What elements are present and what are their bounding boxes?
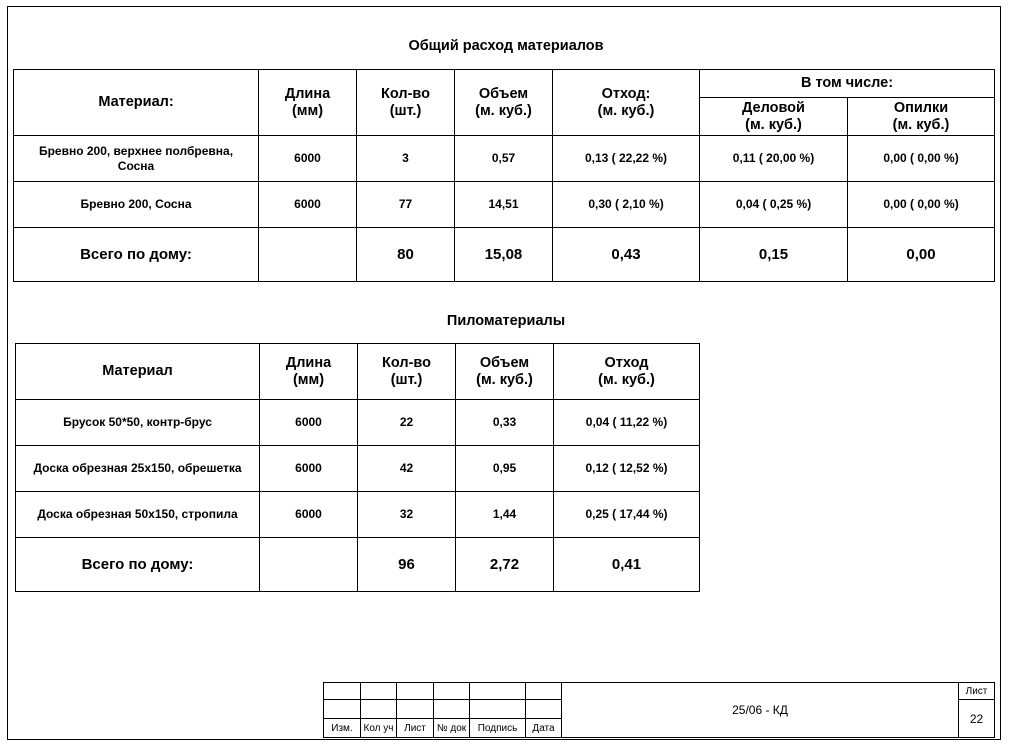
row-material: Бревно 200, Сосна (14, 182, 259, 228)
header-waste: Отход: (м. куб.) (553, 70, 700, 136)
row-waste: 0,30 ( 2,10 %) (553, 182, 700, 228)
total-length (260, 538, 358, 592)
total-waste: 0,41 (554, 538, 700, 592)
row-sawdust: 0,00 ( 0,00 %) (848, 182, 995, 228)
table-row (14, 136, 995, 182)
stamp-cell (526, 700, 562, 719)
row-qty: 77 (357, 182, 455, 228)
table-row (16, 400, 700, 446)
stamp-col-date: Дата (526, 719, 562, 738)
row-volume: 1,44 (456, 492, 554, 538)
stamp-cell (324, 700, 361, 719)
header-volume: Объем (м. куб.) (455, 70, 553, 136)
row-material: Бревно 200, верхнее полбревна, Сосна (14, 136, 259, 182)
header-sawdust: Опилки (м. куб.) (848, 98, 995, 136)
stamp-cell (397, 683, 434, 700)
header-business: Деловой (м. куб.) (700, 98, 848, 136)
row-waste: 0,04 ( 11,22 %) (554, 400, 700, 446)
row-volume: 0,33 (456, 400, 554, 446)
table-row (16, 492, 700, 538)
header-qty: Кол-во (шт.) (358, 344, 456, 400)
row-material: Доска обрезная 25х150, обрешетка (16, 446, 260, 492)
total-label: Всего по дому: (16, 538, 260, 592)
header-material: Материал: (14, 70, 259, 136)
total-qty: 80 (357, 228, 455, 282)
row-material: Доска обрезная 50х150, стропила (16, 492, 260, 538)
stamp-col-signature: Подпись (470, 719, 526, 738)
total-business: 0,15 (700, 228, 848, 282)
lumber-table (15, 343, 700, 592)
total-volume: 15,08 (455, 228, 553, 282)
row-waste: 0,13 ( 22,22 %) (553, 136, 700, 182)
header-including: В том числе: (700, 70, 995, 98)
row-volume: 14,51 (455, 182, 553, 228)
row-sawdust: 0,00 ( 0,00 %) (848, 136, 995, 182)
header-qty: Кол-во (шт.) (357, 70, 455, 136)
stamp-cell (470, 683, 526, 700)
total-length (259, 228, 357, 282)
row-material: Брусок 50*50, контр-брус (16, 400, 260, 446)
row-length: 6000 (259, 136, 357, 182)
stamp-cell (434, 700, 470, 719)
row-volume: 0,95 (456, 446, 554, 492)
total-row (16, 538, 700, 592)
stamp-cell (324, 683, 361, 700)
stamp-cell (470, 700, 526, 719)
header-material: Материал (16, 344, 260, 400)
row-qty: 22 (358, 400, 456, 446)
sheet-label: Лист (959, 683, 995, 700)
stamp-col-list: Лист (397, 719, 434, 738)
stamp-cell (361, 683, 397, 700)
stamp-cell (397, 700, 434, 719)
title-block (323, 682, 995, 738)
header-volume: Объем (м. куб.) (456, 344, 554, 400)
row-volume: 0,57 (455, 136, 553, 182)
header-waste: Отход (м. куб.) (554, 344, 700, 400)
table-row (14, 182, 995, 228)
table-row (16, 446, 700, 492)
row-qty: 3 (357, 136, 455, 182)
total-volume: 2,72 (456, 538, 554, 592)
row-length: 6000 (260, 446, 358, 492)
row-length: 6000 (259, 182, 357, 228)
total-waste: 0,43 (553, 228, 700, 282)
row-waste: 0,25 ( 17,44 %) (554, 492, 700, 538)
sheet-number: 22 (959, 700, 995, 738)
row-waste: 0,12 ( 12,52 %) (554, 446, 700, 492)
table1-title: Общий расход материалов (408, 38, 604, 54)
row-qty: 42 (358, 446, 456, 492)
stamp-col-doc: № док (434, 719, 470, 738)
stamp-col-izm: Изм. (324, 719, 361, 738)
total-row (14, 228, 995, 282)
header-length: Длина (мм) (259, 70, 357, 136)
doc-code: 25/06 - КД (562, 683, 959, 738)
stamp-cell (526, 683, 562, 700)
stamp-col-kol-uch: Кол уч (361, 719, 397, 738)
row-qty: 32 (358, 492, 456, 538)
row-business: 0,11 ( 20,00 %) (700, 136, 848, 182)
total-sawdust: 0,00 (848, 228, 995, 282)
stamp-cell (361, 700, 397, 719)
stamp-cell (434, 683, 470, 700)
row-length: 6000 (260, 400, 358, 446)
total-label: Всего по дому: (14, 228, 259, 282)
total-qty: 96 (358, 538, 456, 592)
row-business: 0,04 ( 0,25 %) (700, 182, 848, 228)
row-length: 6000 (260, 492, 358, 538)
header-length: Длина (мм) (260, 344, 358, 400)
materials-total-table (13, 69, 995, 282)
table2-title: Пиломатериалы (446, 313, 566, 329)
